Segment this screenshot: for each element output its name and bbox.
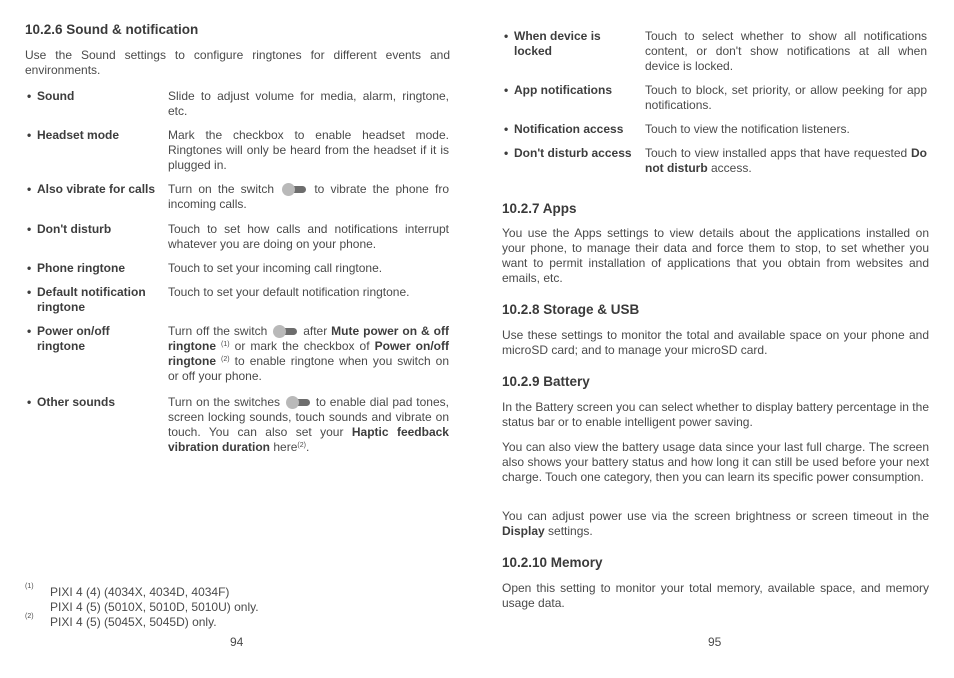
apps-text: You use the Apps settings to view details about the applications installed on your phone, to manage their data and force them to stop, to set whether you want to permit installation of applications that you obtain from websites and emails, etc. bbox=[502, 226, 929, 285]
item-desc: Touch to view the notification listeners. bbox=[645, 122, 850, 136]
item-term: • Also vibrate for calls bbox=[27, 182, 156, 196]
battery-text-2: You can also view the battery usage data since your last full charge. The screen also shows your battery status and how long it can still be used before your next charge. Touch one category, then you can learn its specific power consumption. bbox=[502, 440, 929, 484]
page-number: 94 bbox=[230, 635, 244, 649]
right-page bbox=[502, 0, 929, 678]
section-heading-memory: 10.2.10 Memory bbox=[502, 555, 603, 570]
item-desc: Touch to set your default notification ringtone. bbox=[168, 285, 410, 299]
item-term: • Sound bbox=[27, 89, 75, 103]
item-term: • Phone ringtone bbox=[27, 261, 125, 275]
footnote-2: (2) PIXI 4 (5) (5045X, 5045D) only. bbox=[25, 613, 217, 629]
section-heading-apps: 10.2.7 Apps bbox=[502, 201, 577, 216]
footnote-ref: (2) bbox=[297, 442, 306, 449]
battery-text-3: You can adjust power use via the screen brightness or screen timeout in the Display settings. bbox=[502, 509, 929, 538]
footnote-ref: (2) bbox=[221, 356, 230, 363]
item-desc: Touch to view installed apps that have requested Do not disturb access. bbox=[645, 146, 927, 175]
item-term: • Default notification ringtone bbox=[27, 285, 146, 314]
item-term: • Don't disturb access bbox=[504, 146, 632, 160]
item-desc: Turn off the switch after Mute power on & off ringtone $^{(1)}$ or mark the checkbox of Power on/off ringtone $^{(2)}$ to enable ringtone when you switch on or off your phone. bbox=[168, 324, 449, 383]
section-heading-battery: 10.2.9 Battery bbox=[502, 374, 590, 389]
footnote-ref: (1) bbox=[221, 341, 230, 348]
item-term: • Headset mode bbox=[27, 128, 120, 142]
toggle-switch-icon bbox=[282, 183, 306, 195]
footnote-1: (1) PIXI 4 (4) (4034X, 4034D, 4034F) PIXI 4 (5) (5010X, 5010D, 5010U) only. bbox=[25, 583, 259, 614]
item-term: • Don't disturb bbox=[27, 222, 112, 236]
item-desc: Touch to block, set priority, or allow peeking for app notifications. bbox=[645, 83, 927, 112]
page-number: 95 bbox=[708, 635, 722, 649]
item-desc: Turn on the switches to enable dial pad tones, screen locking sounds, touch sounds and vibrate on touch. You can also set your Haptic feedback vibration duration here$^{(2)}$. bbox=[168, 395, 449, 454]
item-desc: Touch to set how calls and notifications interrupt whatever you are doing on your phone. bbox=[168, 222, 449, 251]
sound-intro: Use the Sound settings to configure ringtones for different events and environments. bbox=[25, 48, 450, 77]
toggle-switch-icon bbox=[286, 396, 310, 408]
item-desc: Touch to set your incoming call ringtone. bbox=[168, 261, 383, 275]
item-desc: Slide to adjust volume for media, alarm, ringtone, etc. bbox=[168, 89, 449, 118]
item-term: • Power on/off ringtone bbox=[27, 324, 110, 353]
item-desc: Turn on the switch to vibrate the phone fro incoming calls. bbox=[168, 182, 449, 211]
item-term: • Notification access bbox=[504, 122, 624, 136]
left-page bbox=[25, 0, 450, 678]
toggle-switch-icon bbox=[273, 325, 297, 337]
section-heading-sound: 10.2.6 Sound & notification bbox=[25, 22, 199, 37]
item-term: • Other sounds bbox=[27, 395, 116, 409]
memory-text: Open this setting to monitor your total memory, available space, and memory usage data. bbox=[502, 581, 929, 610]
item-term: • App notifications bbox=[504, 83, 612, 97]
item-desc: Mark the checkbox to enable headset mode. Ringtones will only be heard from the headset if it is plugged in. bbox=[168, 128, 449, 172]
battery-text-1: In the Battery screen you can select whether to display battery percentage in the status bar or to enable intelligent power saving. bbox=[502, 400, 929, 429]
storage-text: Use these settings to monitor the total and available space on your phone and microSD card; and to manage your microSD card. bbox=[502, 328, 929, 357]
item-desc: Touch to select whether to show all notifications content, or don't show notifications at all when device is locked. bbox=[645, 29, 927, 73]
section-heading-storage: 10.2.8 Storage & USB bbox=[502, 302, 640, 317]
item-term: • When device is locked bbox=[504, 29, 601, 58]
